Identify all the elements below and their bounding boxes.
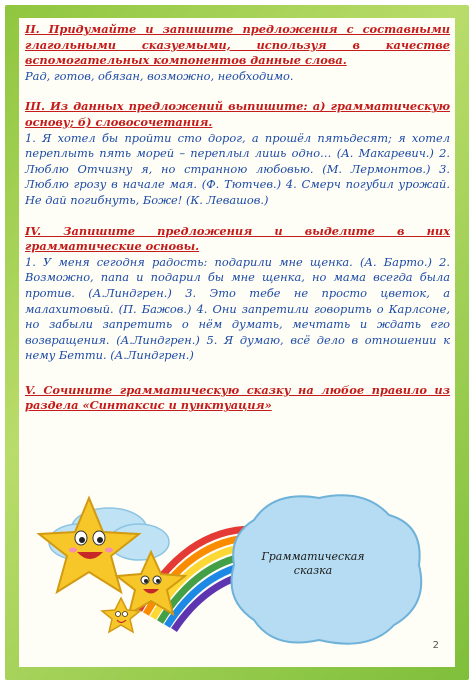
fairy-tale-illustration — [19, 480, 455, 660]
cloud-label-line-2: сказка — [293, 564, 333, 577]
section-4-heading: IV. Запишите предложения и выделите в них грамматические основы. — [25, 223, 450, 254]
cloud-label-line-1: Грамматическая — [261, 550, 365, 563]
section-4-body: 1. У меня сегодня радость: подарили мне щенка. (А. Барто.) 2. Возможно, папа и подарил бы мне щенка, но мама всегда была против. (А.Линдгрен.) 3. Это тебе не просто цветок, а малахитовый. (П. Бажов.) 4. Они запретили говорить о Карлсоне, но забыли запретить о нём думать, мечтать и ждать его возвращения. (А.Линдгрен.) 5. Я думаю, всё дело в отношении к нему Бетти. (А.Линдгрен.) — [25, 254, 450, 363]
page-border-frame — [5, 5, 469, 680]
section-2-heading: II. Придумайте и запишите предложения с составными глагольными сказуемыми, используя в качестве вспомогательных компонентов данные слова. — [25, 22, 450, 68]
section-3-heading: III. Из данных предложений выпишите: а) грамматическую основу; б) словосочетания. — [25, 99, 450, 129]
cloud-label — [253, 550, 373, 578]
page-number: 2 — [432, 640, 439, 651]
stars-rainbow-cloud-art — [19, 480, 455, 660]
section-2-words: Рад, готов, обязан, возможно, необходимо. — [25, 68, 294, 83]
document-text — [19, 22, 455, 414]
section-5-heading: V. Сочините грамматическую сказку на любое правило из раздела «Синтаксис и пунктуация» — [25, 382, 450, 413]
page-content-area — [19, 18, 455, 667]
section-3-body: 1. Я хотел бы пройти сто дорог, а прошёл пятьдесят; я хотел переплыть пять морей – переплыл лишь одно… (А. Макаревич.) 2. Люблю Отчизну я, но странною любовью. (М. Лермонтов.) 3. Люблю грозу в начале мая. (Ф. Тютчев.) 4. Смерч погубил урожай. Не дай погибнуть, Боже! (К. Левашов.) — [25, 130, 450, 207]
